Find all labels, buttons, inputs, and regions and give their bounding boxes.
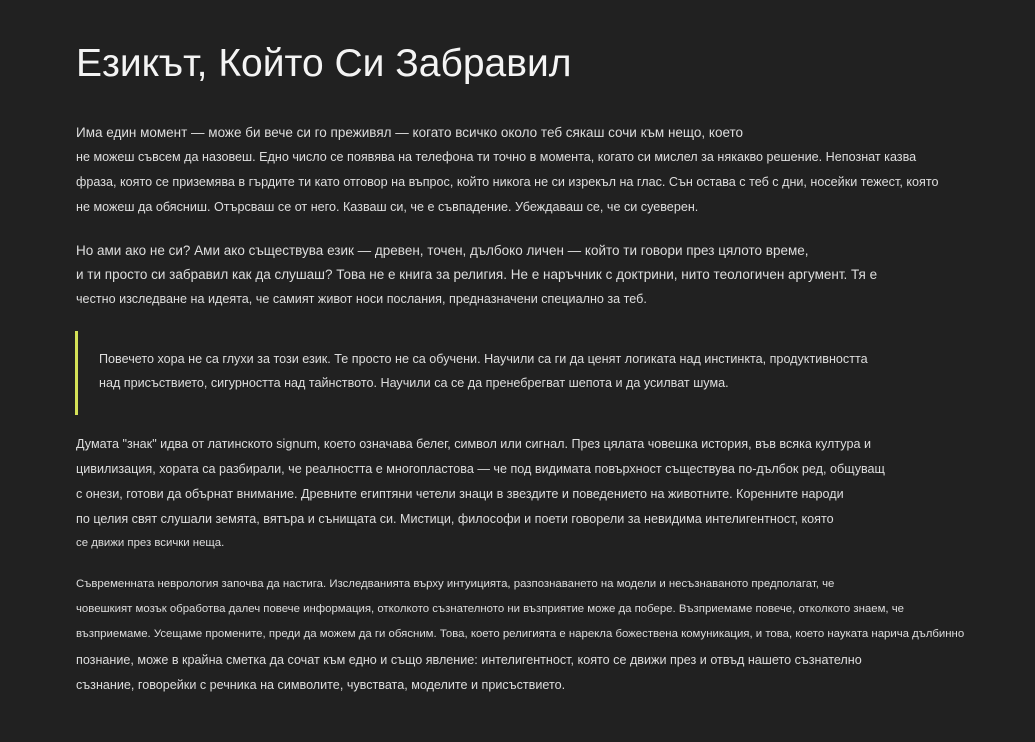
blockquote-line: над присъствието, сигурността над тайнството. Научили са се да пренебрегват шепота и да усилват шума. [99,376,729,390]
paragraph-3-line: цивилизация, хората са разбирали, че реалността е многопластова — че под видимата повърхност съществува по-дълбок ред, общуващ [76,462,885,476]
page-title: Езикът, Който Си Забравил [76,42,572,85]
paragraph-4-line: съзнание, говорейки с речника на символите, чувствата, моделите и присъствието. [76,678,566,692]
paragraph-3-line: с онези, готови да обърнат внимание. Древните египтяни четели знаци в звездите и поведението на животните. Коренните народи [76,487,844,501]
paragraph-2-line: и ти просто си забравил как да слушаш? Това не е книга за религия. Не е наръчник с доктрини, нито теологичен аргумент. Тя е [76,267,878,282]
paragraph-4-line: човешкият мозък обработва далеч повече информация, отколкото съзнателното ни възприятие може да побере. Възприемаме повече, отколкото знаем, че [76,603,904,615]
paragraph-1-line: не можеш да обясниш. Отърсваш се от него. Казваш си, че е съвпадение. Убеждаваш се, че си суеверен. [76,200,699,214]
paragraph-1-line: Има един момент — може би вече си го преживял — когато всичко около теб сякаш сочи към нещо, което [76,125,744,140]
paragraph-4-line: възприемаме. Усещаме промените, преди да можем да ги обясним. Това, което религията е нарекла божествена комуникация, и това, което науката нарича дълбинно [76,628,965,640]
paragraph-3-line: Думата "знак" идва от латинското signum, което означава белег, символ или сигнал. През цялата човешка история, във всяка култура и [76,437,871,451]
paragraph-1-line: фраза, която се приземява в гърдите ти като отговор на въпрос, който никога не си изрекъл на глас. Сън остава с теб с дни, носейки тежест, която [76,175,939,189]
blockquote-accent-bar [75,331,78,415]
paragraph-3-line: по целия свят слушали земята, вятъра и сънищата си. Мистици, философи и поети говорели за невидима интелигентност, която [76,512,834,526]
paragraph-2-line: Но ами ако не си? Ами ако съществува език — древен, точен, дълбоко личен — който ти говори през цялото време, [76,243,809,258]
paragraph-1-line: не можеш съвсем да назовеш. Едно число се появява на телефона ти точно в момента, когато си мислел за някакво решение. Непознат казва [76,150,917,164]
paragraph-4-line: познание, може в крайна сметка да сочат към едно и също явление: интелигентност, която се движи през и отвъд нашето съзнателно [76,653,862,667]
paragraph-2-line: честно изследване на идеята, че самият живот носи послания, предназначени специално за теб. [76,292,647,306]
paragraph-4-line: Съвременната неврология започва да настига. Изследванията върху интуицията, разпознаването на модели и несъзнаваното предполагат, че [76,578,835,590]
blockquote-line: Повечето хора не са глухи за този език. Те просто не са обучени. Научили са ги да ценят логиката над инстинкта, продуктивността [99,352,868,366]
paragraph-3-line: се движи през всички неща. [76,537,225,549]
